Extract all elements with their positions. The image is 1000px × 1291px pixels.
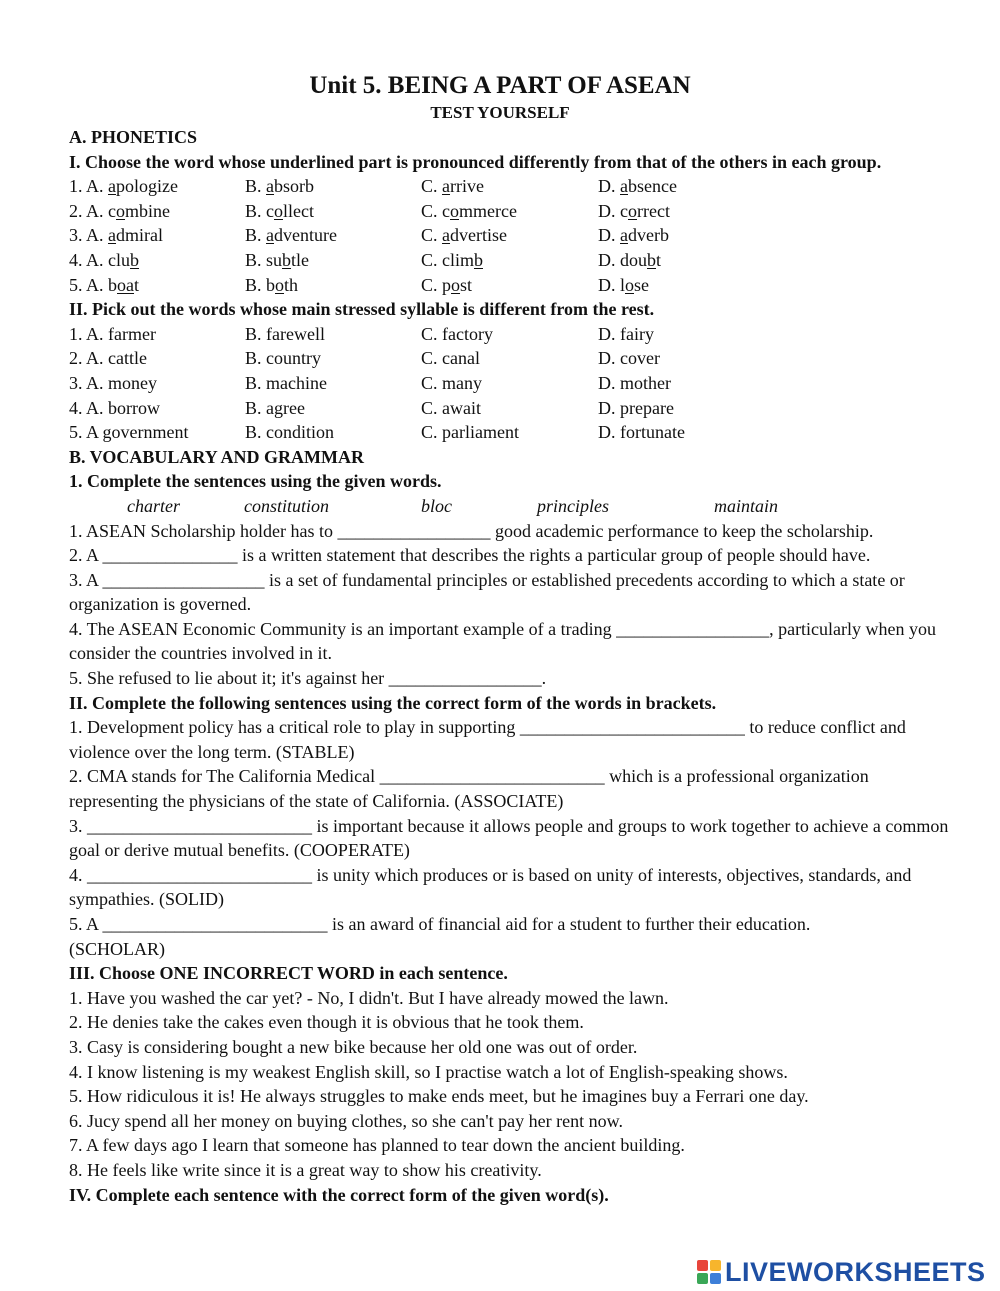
- vocab-part2-instruction: II. Complete the following sentences using the correct form of the words in brackets.: [69, 692, 717, 713]
- question-row: 5. A government B. condition C. parliament D. fortunate: [69, 422, 685, 443]
- vocab-part4-instruction: IV. Complete each sentence with the correct form of the given word(s).: [69, 1184, 609, 1205]
- sentence: 5. She refused to lie about it; it's against her _________________.: [69, 668, 547, 689]
- logo-block: [697, 1260, 708, 1271]
- sentence: 2. CMA stands for The California Medical _________________________ which is a professional organization representing the physicians of the state of California. (ASSOCIATE): [69, 766, 869, 812]
- sentence: 4. The ASEAN Economic Community is an important example of a trading _________________, particularly when you consider the countries involved in it.: [69, 618, 937, 664]
- section-heading-vocabulary: B. VOCABULARY AND GRAMMAR: [69, 446, 365, 467]
- logo-block: [697, 1273, 708, 1284]
- sentence: 8. He feels like write since it is a great way to show his creativity.: [69, 1159, 542, 1180]
- word-bank-item: bloc: [421, 495, 452, 516]
- word-bank-item: charter: [127, 495, 180, 516]
- sentence: 1. Have you washed the car yet? - No, I didn't. But I have already mowed the lawn.: [69, 987, 669, 1008]
- sentence: 5. How ridiculous it is! He always struggles to make ends meet, but he imagines buy a Ferrari one day.: [69, 1086, 809, 1107]
- phonetics-part2-instruction: II. Pick out the words whose main stressed syllable is different from the rest.: [69, 299, 655, 320]
- logo-block: [710, 1273, 721, 1284]
- word-bank-item: principles: [537, 495, 609, 516]
- question-row: 3. A. money B. machine C. many D. mother: [69, 372, 671, 393]
- question-row: 2. A. cattle B. country C. canal D. cover: [69, 348, 660, 369]
- question-row: 2. A. combine B. collect C. commerce D. correct: [69, 200, 670, 221]
- question-row: 5. A. boat B. both C. post D. lose: [69, 274, 649, 295]
- sentence: 1. Development policy has a critical role to play in supporting _________________________ to reduce conflict and violence over the long term. (STABLE): [69, 717, 906, 762]
- word-bank: [69, 494, 949, 519]
- worksheet-content: [69, 125, 949, 1207]
- logo-block: [710, 1260, 721, 1271]
- sentence: 2. A _______________ is a written statement that describes the rights a particular group of people should have.: [69, 545, 871, 566]
- sentence: 3. _________________________ is important because it allows people and groups to work together to achieve a common goal or derive mutual benefits. (COOPERATE): [69, 815, 949, 861]
- sentence: 3. A __________________ is a set of fundamental principles or established precedents according to which a state or organization is governed.: [69, 569, 905, 615]
- sentence: 7. A few days ago I learn that someone has planned to tear down the ancient building.: [69, 1135, 685, 1156]
- sentence: 2. He denies take the cakes even though it is obvious that he took them.: [69, 1012, 584, 1033]
- question-row: 1. A. apologize B. absorb C. arrive D. absence: [69, 176, 677, 197]
- sentence: 3. Casy is considering bought a new bike because her old one was out of order.: [69, 1036, 638, 1057]
- vocab-part1-instruction: 1. Complete the sentences using the given words.: [69, 471, 442, 492]
- phonetics-part1-instruction: I. Choose the word whose underlined part is pronounced differently from that of the others in each group.: [69, 151, 882, 172]
- question-row: 4. A. club B. subtle C. climb D. doubt: [69, 249, 662, 270]
- question-row: 4. A. borrow B. agree C. await D. prepare: [69, 397, 674, 418]
- phonetics-part1-list: [69, 174, 949, 297]
- word-bank-item: maintain: [714, 495, 779, 516]
- page-title: Unit 5. BEING A PART OF ASEAN: [309, 72, 691, 99]
- vocab-part3-instruction: III. Choose ONE INCORRECT WORD in each sentence.: [69, 963, 508, 984]
- question-row: 3. A. admiral B. adventure C. advertise D. adverb: [69, 225, 669, 246]
- logo-blocks-icon: [697, 1260, 721, 1284]
- sentence: 4. _________________________ is unity which produces or is based on unity of interests, objectives, standards, and sympathies. (SOLID): [69, 864, 912, 910]
- word-bank-item: constitution: [244, 495, 329, 516]
- sentence: 5. A _________________________ is an award of financial aid for a student to further their education. (SCHOLAR): [69, 914, 811, 959]
- sentence: 1. ASEAN Scholarship holder has to _________________ good academic performance to keep the scholarship.: [69, 520, 874, 541]
- phonetics-part2-list: [69, 322, 949, 445]
- liveworksheets-logo[interactable]: [697, 1257, 986, 1287]
- page-subtitle: TEST YOURSELF: [430, 103, 570, 122]
- sentence: 4. I know listening is my weakest English skill, so I practise watch a lot of English-speaking shows.: [69, 1061, 788, 1082]
- sentence: 6. Jucy spend all her money on buying clothes, so she can't pay her rent now.: [69, 1110, 623, 1131]
- logo-text: LIVEWORKSHEETS: [725, 1256, 986, 1287]
- question-row: 1. A. farmer B. farewell C. factory D. fairy: [69, 323, 654, 344]
- section-heading-phonetics: A. PHONETICS: [69, 127, 198, 147]
